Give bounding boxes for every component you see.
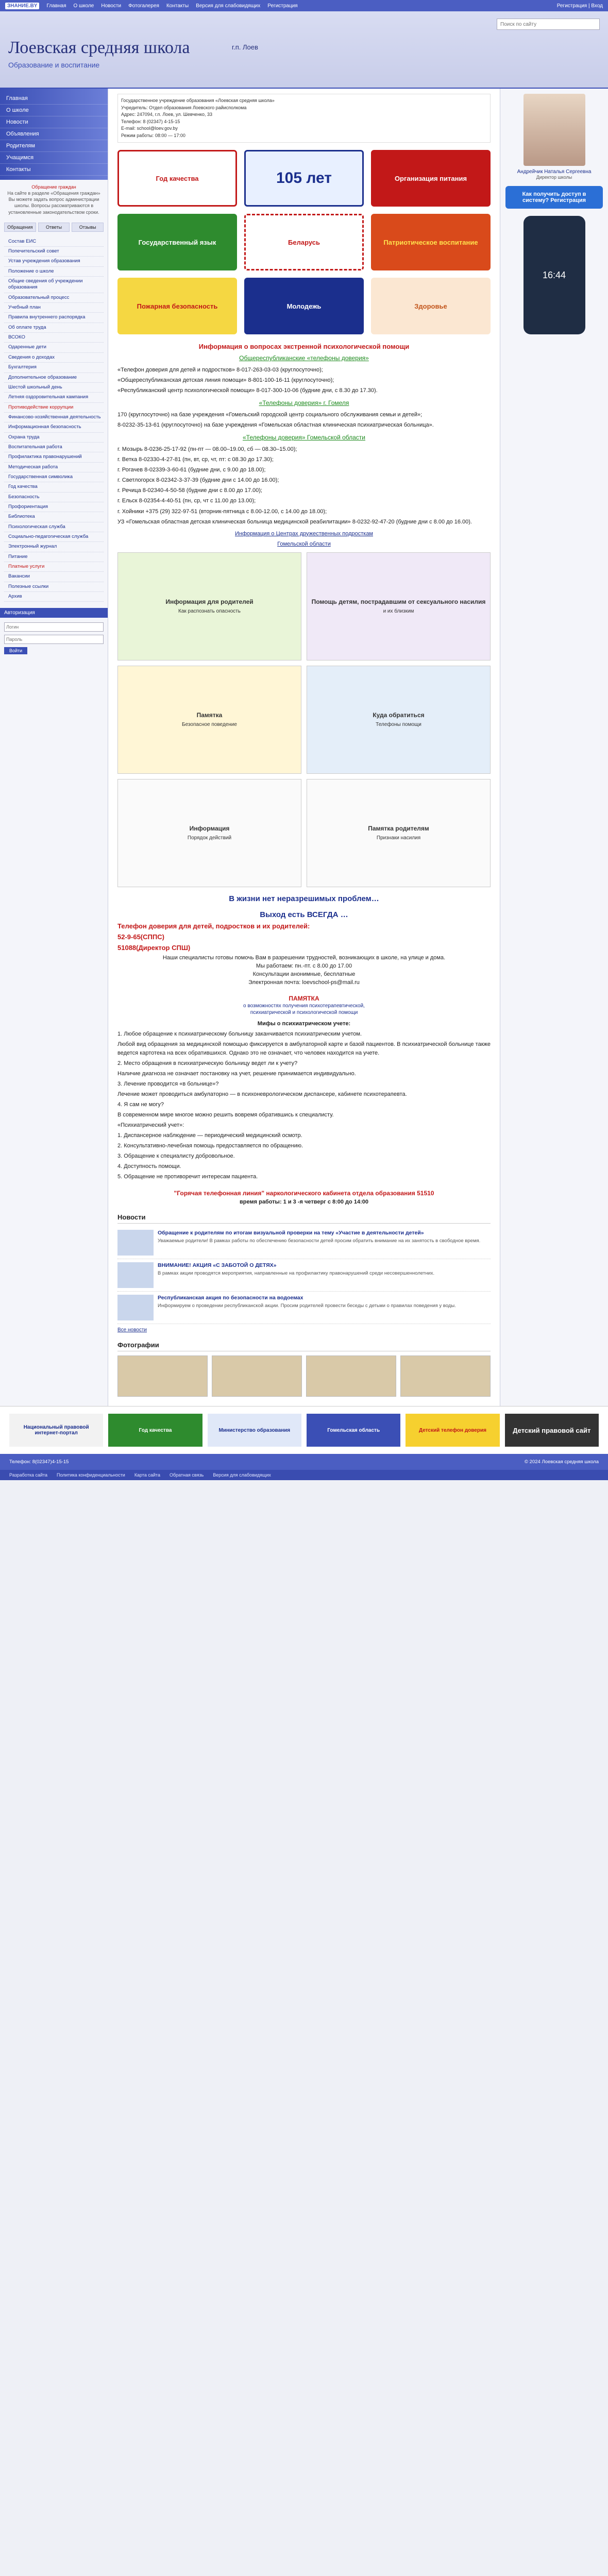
memo-paragraph: 3. Обращение к специалисту добровольное. bbox=[117, 1153, 235, 1160]
sidebar-link[interactable]: Положение о школе bbox=[4, 267, 104, 277]
top-bar bbox=[0, 0, 608, 11]
sidebar-link[interactable]: Образовательный процесс bbox=[4, 293, 104, 303]
right-sidebar bbox=[500, 89, 608, 1406]
hotline-line: г. Ельск 8-02354-4-40-51 (пн, ср, чт с 11.00 до 13.00); bbox=[117, 498, 256, 504]
footer-phone: Телефон: 8(02347)4-15-15 bbox=[9, 1459, 69, 1465]
sidebar-link[interactable]: Общие сведения об учреждении образования bbox=[4, 277, 104, 293]
site-footer bbox=[0, 1454, 608, 1470]
news-thumbnail[interactable] bbox=[117, 1262, 154, 1288]
memo-heading: Мифы о психиатрическом учете: bbox=[257, 1020, 351, 1027]
sidebar-link[interactable]: Информационная безопасность bbox=[4, 422, 104, 432]
sidebar-link[interactable]: ВСОКО bbox=[4, 333, 104, 343]
sidebar-link[interactable]: Профориентация bbox=[4, 502, 104, 512]
topnav-link-news[interactable]: Новости bbox=[101, 3, 122, 9]
topnav-link-accessibility[interactable]: Версия для слабовидящих bbox=[196, 3, 261, 9]
sidebar-link[interactable]: Об оплате труда bbox=[4, 323, 104, 333]
sidebar-link[interactable]: Летняя оздоровительная кампания bbox=[4, 393, 104, 402]
logo-tile[interactable]: Год качества bbox=[117, 150, 237, 207]
sidebar-link[interactable]: Бухгалтерия bbox=[4, 363, 104, 372]
memo-paragraph: 5. Обращение не противоречит интересам пациента. bbox=[117, 1174, 258, 1180]
sidebar-link[interactable]: Учебный план bbox=[4, 303, 104, 313]
hotline-line: «Телефон доверия для детей и подростков» 8-017-263-03-03 (круглосуточно); bbox=[117, 367, 323, 373]
topnav-link-contacts[interactable]: Контакты bbox=[166, 3, 189, 9]
memo-paragraph: 1. Любое обращение к психиатрическому больницу заканчивается психиатрическим учетом. bbox=[117, 1030, 362, 1037]
logo-tile[interactable]: Патриотическое воспитание bbox=[371, 214, 491, 270]
partner-banner[interactable]: Год качества bbox=[108, 1414, 202, 1447]
contact-email[interactable]: Электронная почта: loevschool-ps@mail.ru bbox=[248, 979, 360, 986]
poster-text: Безопасное поведение bbox=[182, 722, 237, 728]
psych-subtitle-1: Общереспубликанские «телефоны доверия» bbox=[239, 354, 369, 362]
poster-text: Телефоны помощи bbox=[376, 722, 421, 728]
hotline-line: «Общереспубликанская детская линия помощи» 8-801-100-16-11 (круглосуточно); bbox=[117, 377, 334, 384]
sidebar-link[interactable]: Воспитательная работа bbox=[4, 443, 104, 452]
photo-thumbnail[interactable] bbox=[117, 1355, 208, 1397]
poster-row bbox=[117, 779, 491, 887]
photo-thumbnail[interactable] bbox=[400, 1355, 491, 1397]
psych-lines-2 bbox=[117, 411, 491, 430]
sidebar-nav bbox=[0, 89, 108, 180]
poster[interactable] bbox=[117, 552, 301, 660]
hotline-line: 170 (круглосуточно) на базе учреждения «Гомельский городской центр социального обслуживания семьи и детей»; bbox=[117, 412, 423, 418]
site-logo-small[interactable]: ЗНАНИЕ.BY bbox=[5, 3, 39, 9]
appeals-note bbox=[0, 180, 108, 219]
memo-paragraphs bbox=[117, 1030, 491, 1182]
news-item-desc: Информируем о проведении республиканской акции. Просим родителей провести беседы с детьми о правилах поведения у воды. bbox=[158, 1303, 456, 1309]
partner-banner[interactable]: Детский правовой сайт bbox=[505, 1414, 599, 1447]
trust-phone-1: 52-9-65(СППС) bbox=[117, 933, 164, 941]
sidebar-tab[interactable]: Обращения bbox=[4, 223, 36, 232]
news-thumbnail[interactable] bbox=[117, 1295, 154, 1320]
hotline-line: г. Речица 8-02340-4-50-58 (будние дни с 8.00 до 17.00); bbox=[117, 487, 262, 494]
photo-thumbnail[interactable] bbox=[306, 1355, 396, 1397]
psych-lines-1 bbox=[117, 366, 491, 395]
sidebar-link[interactable]: Устав учреждения образования bbox=[4, 257, 104, 266]
sidebar-link[interactable]: Вакансии bbox=[4, 572, 104, 582]
left-sidebar bbox=[0, 89, 108, 1406]
footer-copyright: © 2024 Лоевская средняя школа bbox=[525, 1459, 599, 1465]
partner-banner[interactable]: Национальный правовой интернет-портал bbox=[9, 1414, 103, 1447]
poster[interactable] bbox=[307, 666, 491, 774]
sidebar-link[interactable]: Финансово-хозяйственная деятельность bbox=[4, 413, 104, 422]
footer-link[interactable]: Обратная связь bbox=[169, 1472, 204, 1478]
sidebar-nav-item[interactable]: Учащимся bbox=[0, 152, 108, 164]
memo-paragraph: 2. Консультативно-лечебная помощь предоставляется по обращению. bbox=[117, 1143, 303, 1149]
teen-centers-link[interactable]: Информация о Центрах дружественных подросткам bbox=[235, 530, 373, 537]
photo-strip bbox=[117, 1355, 491, 1397]
login-section-title: Авторизация bbox=[0, 608, 108, 618]
header-search-input[interactable] bbox=[497, 19, 600, 30]
poster-title: Памятка родителям bbox=[368, 825, 429, 833]
logo-grid bbox=[117, 150, 491, 334]
info-line: Учредитель: Отдел образования Лоевского райисполкома bbox=[121, 105, 247, 110]
news-item-title[interactable]: ВНИМАНИЕ! АКЦИЯ «С ЗАБОТОЙ О ДЕТЯХ» bbox=[158, 1262, 277, 1269]
sidebar-link[interactable]: Профилактика правонарушений bbox=[4, 452, 104, 462]
login-box bbox=[0, 618, 108, 657]
sidebar-nav-item[interactable]: Объявления bbox=[0, 128, 108, 140]
sidebar-link[interactable]: Государственная символика bbox=[4, 472, 104, 482]
topnav-link-about[interactable]: О школе bbox=[73, 3, 94, 9]
hotline-title: "Горячая телефонная линия" наркологического кабинета отдела образования 51510 bbox=[174, 1190, 434, 1197]
topnav-link-home[interactable]: Главная bbox=[46, 3, 66, 9]
memo-paragraph: 1. Диспансерное наблюдение — периодический медицинский осмотр. bbox=[117, 1132, 302, 1139]
consult-note: Консультации анонимные, бесплатные bbox=[252, 971, 356, 977]
slogan-line-1: В жизни нет неразрешимых проблем… bbox=[229, 894, 379, 903]
memo-paragraph: 4. Доступность помощи. bbox=[117, 1163, 181, 1170]
info-line: Телефон: 8 (02347) 4-15-15 bbox=[121, 118, 180, 124]
director-photo bbox=[523, 94, 585, 166]
sidebar-nav-item[interactable]: Главная bbox=[0, 93, 108, 105]
work-hours: Мы работаем: пн.-пт. с 8.00 до 17.00 bbox=[256, 962, 352, 969]
trust-phone-2: 51088(Директор СПШ) bbox=[117, 943, 191, 952]
sidebar-link[interactable]: Безопасность bbox=[4, 493, 104, 502]
partner-banners bbox=[0, 1406, 608, 1454]
sidebar-nav-item[interactable]: Контакты bbox=[0, 164, 108, 176]
partner-banner[interactable]: Министерство образования bbox=[208, 1414, 301, 1447]
site-city: г.п. Лоев bbox=[232, 43, 258, 51]
all-news-link[interactable]: Все новости bbox=[117, 1327, 147, 1333]
sidebar-link[interactable]: Архив bbox=[4, 592, 104, 602]
topnav-link-registration[interactable]: Регистрация bbox=[267, 3, 298, 9]
news-item-desc: Уважаемые родители! В рамках работы по обеспечению безопасности детей просим обратить внимание на их занятость в свободное время. bbox=[158, 1238, 481, 1244]
topnav-link-gallery[interactable]: Фотогалерея bbox=[128, 3, 159, 9]
poster-text: и их близким bbox=[383, 608, 414, 615]
hotline-line: г. Ветка 8-02330-4-27-81 (пн, вт, ср, чт, пт: с 08.30 до 17.30); bbox=[117, 456, 274, 463]
partner-banner[interactable]: Гомельская область bbox=[307, 1414, 400, 1447]
info-line: Государственное учреждение образования «Лоевская средняя школа» bbox=[121, 98, 275, 103]
access-promo-banner[interactable]: Как получить доступ в систему? Регистрация bbox=[505, 186, 603, 209]
poster-row bbox=[117, 666, 491, 774]
poster-text: Как распознать опасность bbox=[178, 608, 241, 615]
phone-clock: 16:44 bbox=[542, 269, 566, 280]
sidebar-link[interactable]: Состав ЕИС bbox=[4, 237, 104, 247]
logo-tile[interactable]: Молодежь bbox=[244, 278, 364, 334]
news-thumbnail[interactable] bbox=[117, 1230, 154, 1256]
logo-tile[interactable]: Пожарная безопасность bbox=[117, 278, 237, 334]
trust-phone-title: Телефон доверия для детей, подростков и их родителей: bbox=[117, 922, 310, 930]
poster-title: Информация bbox=[189, 825, 230, 833]
news-item[interactable] bbox=[117, 1227, 491, 1259]
poster[interactable] bbox=[307, 552, 491, 660]
sidebar-link[interactable]: Охрана труда bbox=[4, 433, 104, 443]
psych-subtitle-3: «Телефоны доверия» Гомельской области bbox=[242, 434, 365, 442]
school-info-box bbox=[117, 94, 491, 143]
appeals-note-text: На сайте в разделе «Обращения граждан» Вы можете задать вопрос администрации школы. Вопросы рассматриваются в установленные законодательством сроки. bbox=[7, 191, 100, 215]
sidebar-link[interactable]: Полезные ссылки bbox=[4, 582, 104, 592]
director-name[interactable]: Андрейчик Наталья Сергеевна bbox=[517, 169, 592, 175]
sidebar-link[interactable]: Шестой школьный день bbox=[4, 383, 104, 393]
region-link[interactable]: Гомельской области bbox=[277, 540, 331, 547]
news-item[interactable] bbox=[117, 1292, 491, 1324]
poster-text: Порядок действий bbox=[187, 835, 232, 841]
sidebar-nav-item[interactable]: О школе bbox=[0, 105, 108, 116]
director-role: Директор школы bbox=[536, 175, 572, 180]
poster[interactable] bbox=[307, 779, 491, 887]
memo-title: ПАМЯТКА bbox=[289, 994, 319, 1002]
sidebar-link-list bbox=[0, 235, 108, 604]
news-item-title[interactable]: Обращение к родителям по итогам визуальной проверки на тему «Участие в деятельности детей» bbox=[158, 1230, 424, 1236]
slogan-line-2: Выход есть ВСЕГДА … bbox=[260, 910, 348, 919]
memo-subtitle-2: психиатрической и психологической помощи bbox=[250, 1009, 358, 1015]
footer-link[interactable]: Карта сайта bbox=[134, 1472, 160, 1478]
psych-subtitle-2: «Телефоны доверия» г. Гомеля bbox=[259, 399, 349, 407]
sidebar-link[interactable]: Правила внутреннего распорядка bbox=[4, 313, 104, 323]
footer-link[interactable]: Версия для слабовидящих bbox=[213, 1472, 271, 1478]
logo-tile[interactable]: Здоровье bbox=[371, 278, 491, 334]
sidebar-link[interactable]: Платные услуги bbox=[4, 562, 104, 572]
poster[interactable] bbox=[117, 666, 301, 774]
memo-paragraph: «Психиатрический учет»: bbox=[117, 1122, 184, 1129]
hotline-line: «Республиканский центр психологической помощи» 8-017-300-10-06 (будние дни, с 8.30 до 17.30). bbox=[117, 387, 378, 394]
site-header bbox=[0, 11, 608, 89]
memo-paragraph: Лечение может проводиться амбулаторно — в психоневрологическом диспансере, кабинете психотерапевта. bbox=[117, 1091, 407, 1097]
school-contacts bbox=[121, 97, 487, 139]
news-title: Новости bbox=[117, 1213, 491, 1224]
photo-thumbnail[interactable] bbox=[212, 1355, 302, 1397]
site-title[interactable]: Лоевская средняя школа bbox=[8, 38, 190, 57]
footer-links bbox=[0, 1470, 608, 1480]
partner-banner[interactable]: Детский телефон доверия bbox=[406, 1414, 499, 1447]
footer-link[interactable]: Разработка сайта bbox=[9, 1472, 48, 1478]
sidebar-link[interactable]: Библиотека bbox=[4, 512, 104, 522]
psych-help-title: Информация о вопросах экстренной психологической помощи bbox=[198, 343, 410, 350]
hotline-line: г. Мозырь 8-0236-25-17-92 (пн-пт — 08.00–19.00, сб — 08.30–15.00); bbox=[117, 446, 297, 453]
memo-paragraph: В современном мире многое можно решить вовремя обратившись к специалисту. bbox=[117, 1111, 334, 1118]
hotline-line: г. Светлогорск 8-02342-3-37-39 (будние дни с 14.00 до 16.00); bbox=[117, 477, 279, 484]
footer-link[interactable]: Политика конфиденциальности bbox=[57, 1472, 125, 1478]
memo-paragraph: 2. Место обращения в психиатрическую больницу ведет ли к учету? bbox=[117, 1060, 298, 1066]
help-hint: Наши специалисты готовы помочь Вам в разрешении трудностей, возникающих в школе, на улице и дома. bbox=[162, 954, 446, 961]
login-links[interactable]: Регистрация | Вход bbox=[556, 3, 603, 9]
sidebar-link[interactable]: Психологическая служба bbox=[4, 522, 104, 532]
sidebar-tabs bbox=[0, 219, 108, 235]
logo-tile[interactable]: Беларусь bbox=[244, 214, 364, 270]
logo-tile[interactable]: 105 лет bbox=[244, 150, 364, 207]
sidebar-link[interactable]: Методическая работа bbox=[4, 463, 104, 472]
photos-title: Фотографии bbox=[117, 1341, 491, 1351]
news-item-title[interactable]: Республиканская акция по безопасности на водоемах bbox=[158, 1295, 303, 1301]
page-body bbox=[0, 89, 608, 1406]
hotline-line: УЗ «Гомельская областная детская клиническая больница медицинской реабилитации» 8-0232-92-47-20 (будние дни с 8.00 до 16.00). bbox=[117, 518, 472, 525]
poster-row bbox=[117, 552, 491, 660]
memo-paragraph: 4. Я сам не могу? bbox=[117, 1101, 164, 1108]
memo-paragraph: 3. Лечение проводится «в больнице»? bbox=[117, 1080, 219, 1087]
info-line: Режим работы: 08:00 — 17:00 bbox=[121, 132, 185, 138]
hotline-line: г. Хойники +375 (29) 322-97-51 (вторник-пятница с 8.00-12.00, с 14.00 до 18.00); bbox=[117, 508, 327, 515]
sidebar-tab[interactable]: Ответы bbox=[38, 223, 70, 232]
memo-paragraph: Любой вид обращения за медицинской помощью фиксируется в амбулаторной карте и базой пациентов. В психиатрической больнице также ведется картотека на всех обратившихся. Однако это не означает, что человек находится на учете. bbox=[117, 1041, 491, 1056]
site-subtitle: Образование и воспитание bbox=[8, 61, 100, 69]
password-input[interactable] bbox=[4, 635, 104, 644]
appeals-note-title[interactable]: Обращение граждан bbox=[31, 184, 76, 190]
poster-title: Информация для родителей bbox=[165, 598, 254, 606]
hotline-hours: время работы: 1 и 3 -я четверг с 8:00 до 14:00 bbox=[240, 1199, 368, 1206]
sidebar-link[interactable]: Дополнительное образование bbox=[4, 373, 104, 383]
logo-tile[interactable]: Организация питания bbox=[371, 150, 491, 207]
news-item-desc: В рамках акции проводятся мероприятия, направленные на профилактику правонарушений среди несовершеннолетних. bbox=[158, 1270, 435, 1277]
poster-title: Куда обратиться bbox=[373, 711, 425, 719]
memo-subtitle-1: о возможностях получения психотерапевтической, bbox=[243, 1003, 365, 1009]
sidebar-tab[interactable]: Отзывы bbox=[72, 223, 104, 232]
memo-paragraph: Наличие диагноза не означает постановку на учет, решение принимается индивидуально. bbox=[117, 1070, 356, 1077]
news-item[interactable] bbox=[117, 1259, 491, 1292]
info-line[interactable]: E-mail: school@loev.gov.by bbox=[121, 126, 178, 131]
sidebar-link[interactable]: Сведения о доходах bbox=[4, 353, 104, 363]
poster-text: Признаки насилия bbox=[376, 835, 421, 841]
hotline-line: г. Рогачев 8-02339-3-60-61 (будние дни, с 9.00 до 18.00); bbox=[117, 467, 266, 473]
poster[interactable] bbox=[117, 779, 301, 887]
poster-title: Памятка bbox=[196, 711, 223, 719]
sidebar-link[interactable]: Попечительский совет bbox=[4, 247, 104, 257]
poster-title: Помощь детям, пострадавшим от сексуального насилия bbox=[311, 598, 486, 606]
sidebar-link[interactable]: Одаренные дети bbox=[4, 343, 104, 352]
sidebar-link[interactable]: Год качества bbox=[4, 482, 104, 492]
sidebar-link[interactable]: Питание bbox=[4, 552, 104, 562]
login-input[interactable] bbox=[4, 622, 104, 632]
phone-mockup bbox=[523, 216, 585, 334]
hotline-line: 8-0232-35-13-61 (круглосуточно) на базе учреждения «Гомельская областная клиническая психиатрическая больница». bbox=[117, 422, 434, 429]
sidebar-link[interactable]: Электронный журнал bbox=[4, 542, 104, 552]
psych-lines-3 bbox=[117, 445, 491, 526]
login-button[interactable]: Войти bbox=[4, 647, 27, 654]
logo-tile[interactable]: Государственный язык bbox=[117, 214, 237, 270]
sidebar-link[interactable]: Социально-педагогическая служба bbox=[4, 532, 104, 542]
sidebar-nav-item[interactable]: Родителям bbox=[0, 140, 108, 152]
info-line: Адрес: 247094, г.п. Лоев, ул. Шевченко, 33 bbox=[121, 112, 212, 117]
sidebar-nav-item[interactable]: Новости bbox=[0, 116, 108, 128]
main-content bbox=[108, 89, 500, 1406]
sidebar-link[interactable]: Противодействие коррупции bbox=[4, 403, 104, 413]
